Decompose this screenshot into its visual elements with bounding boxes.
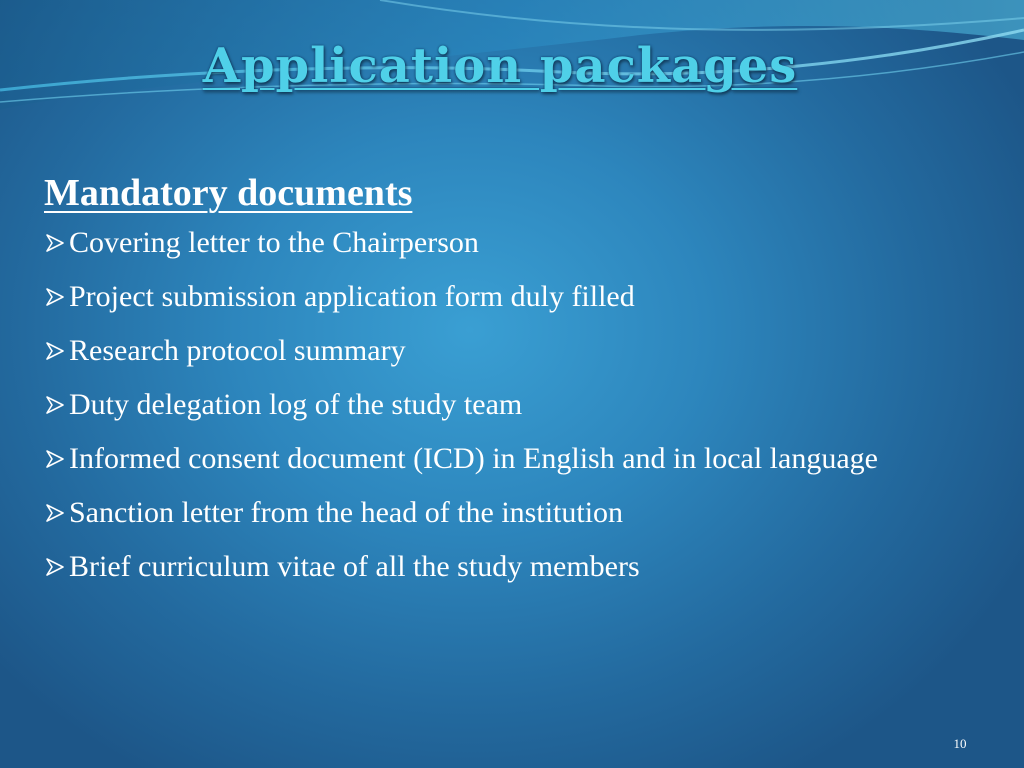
arrow-bullet-icon <box>44 286 66 308</box>
arrow-bullet-icon <box>44 448 66 470</box>
list-item-text: Covering letter to the Chairperson <box>69 226 479 259</box>
arrow-bullet-icon <box>44 502 66 524</box>
content-area <box>44 165 974 599</box>
slide-title: Application packages <box>202 38 798 94</box>
section-heading: Mandatory documents <box>44 172 413 214</box>
arrow-bullet-icon <box>44 340 66 362</box>
list-item <box>44 329 974 373</box>
list-item <box>44 491 974 535</box>
list-item-text: Project submission application form duly filled <box>69 280 635 313</box>
arrow-bullet-icon <box>44 232 66 254</box>
list-item-text: Duty delegation log of the study team <box>69 388 523 421</box>
list-item-text: Brief curriculum vitae of all the study members <box>69 550 640 583</box>
list-item-text: Sanction letter from the head of the institution <box>69 496 624 529</box>
list-item <box>44 545 974 589</box>
document-list <box>44 221 974 589</box>
list-item <box>44 275 974 319</box>
list-item <box>44 221 974 265</box>
list-item <box>44 437 974 481</box>
list-item-text: Research protocol summary <box>69 334 406 367</box>
list-item-text: Informed consent document (ICD) in English and in local language <box>69 442 878 475</box>
arrow-bullet-icon <box>44 556 66 578</box>
arrow-bullet-icon <box>44 394 66 416</box>
list-item <box>44 383 974 427</box>
page-number: 10 <box>953 736 967 751</box>
